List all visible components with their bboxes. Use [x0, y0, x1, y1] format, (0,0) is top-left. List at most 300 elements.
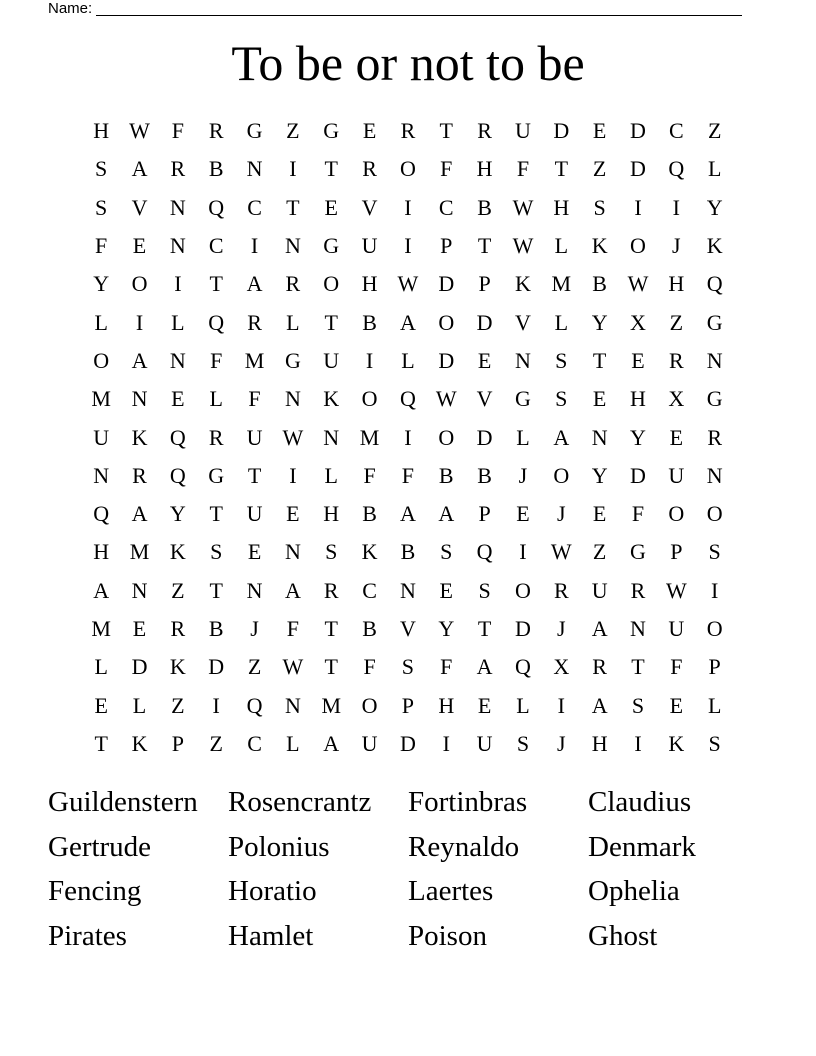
grid-letter: G — [706, 386, 723, 412]
grid-letter: E — [631, 347, 645, 373]
grid-letter: N — [399, 577, 416, 603]
grid-letter: G — [706, 309, 723, 335]
grid-letter: Y — [438, 616, 455, 641]
grid-letter: P — [401, 692, 415, 718]
grid-letter: L — [171, 309, 185, 335]
grid-letter: Q — [668, 156, 685, 182]
grid-letter: R — [668, 347, 684, 373]
grid-letter: I — [672, 194, 680, 220]
grid-letter: S — [401, 654, 415, 680]
grid-letter: J — [672, 233, 681, 259]
grid-letter: E — [94, 692, 108, 718]
grid-letter: V — [361, 194, 378, 220]
grid-letter: D — [476, 424, 493, 450]
grid-row — [82, 572, 734, 610]
grid-letter: F — [401, 462, 415, 488]
grid-letter: C — [208, 233, 224, 259]
grid-letter: Z — [171, 692, 185, 718]
grid-letter: G — [284, 347, 301, 373]
grid-letter: J — [557, 730, 566, 756]
grid-letter: N — [706, 347, 723, 373]
grid-letter: P — [440, 233, 453, 259]
grid-letter: O — [361, 386, 378, 412]
grid-letter: C — [362, 577, 377, 603]
word-list-item: Denmark — [588, 830, 696, 863]
word-list-item: Ophelia — [588, 875, 680, 907]
grid-letter: F — [670, 654, 683, 680]
grid-letter: T — [631, 654, 645, 680]
grid-letter: N — [169, 233, 186, 259]
grid-letter: X — [668, 386, 685, 412]
grid-letter: E — [477, 692, 492, 718]
grid-letter: T — [477, 233, 492, 259]
grid-letter: Q — [476, 539, 493, 565]
grid-letter: L — [286, 730, 300, 756]
grid-letter: O — [515, 577, 531, 603]
grid-letter: O — [706, 616, 723, 641]
grid-letter: W — [665, 577, 687, 603]
grid-letter: B — [400, 539, 416, 565]
grid-letter: M — [359, 424, 380, 450]
grid-letter: I — [365, 347, 374, 373]
grid-letter: Y — [706, 194, 723, 220]
word-list-item: Fortinbras — [408, 786, 528, 818]
grid-letter: B — [362, 501, 377, 527]
grid-letter: S — [95, 194, 108, 220]
grid-letter: A — [399, 309, 416, 335]
word-list-item: Polonius — [228, 830, 330, 863]
grid-letter: Y — [591, 309, 608, 335]
grid-letter: L — [707, 156, 722, 182]
grid-letter: I — [135, 309, 144, 335]
grid-letter: I — [212, 692, 220, 718]
grid-letter: V — [515, 309, 531, 335]
grid-letter: T — [324, 654, 338, 680]
grid-letter: O — [438, 424, 455, 450]
grid-letter: E — [477, 347, 492, 373]
grid-letter: A — [131, 156, 148, 182]
grid-letter: T — [209, 577, 223, 603]
grid-letter: E — [592, 386, 607, 412]
grid-letter: I — [404, 233, 412, 259]
grid-letter: K — [361, 539, 378, 565]
grid-letter: W — [512, 194, 534, 220]
grid-row — [82, 227, 734, 265]
grid-letter: V — [399, 616, 416, 641]
grid-letter: S — [210, 539, 223, 565]
grid-letter: P — [171, 730, 184, 756]
grid-letter: K — [169, 654, 186, 680]
grid-letter: Z — [707, 118, 722, 144]
grid-letter: W — [397, 271, 419, 297]
grid-letter: S — [325, 539, 338, 565]
grid-letter: H — [438, 692, 455, 718]
grid-letter: A — [246, 271, 263, 297]
grid-row — [82, 303, 734, 341]
grid-letter: E — [516, 501, 530, 527]
word-list-item: Rosencrantz — [228, 786, 372, 818]
grid-letter: N — [93, 462, 110, 488]
grid-letter: N — [246, 577, 263, 603]
grid-letter: B — [208, 156, 224, 182]
grid-letter: U — [668, 462, 685, 488]
grid-letter: N — [591, 424, 608, 450]
grid-letter: W — [282, 424, 304, 450]
grid-letter: L — [94, 309, 108, 335]
grid-letter: U — [246, 424, 263, 450]
grid-letter: F — [171, 118, 184, 144]
grid-letter: H — [668, 271, 685, 297]
grid-letter: M — [321, 692, 342, 718]
grid-letter: L — [516, 692, 530, 718]
grid-letter: N — [515, 347, 531, 373]
grid-letter: N — [323, 424, 340, 450]
grid-row — [82, 610, 734, 648]
grid-letter: A — [284, 577, 301, 603]
grid-letter: G — [323, 118, 340, 144]
grid-letter: X — [630, 309, 646, 335]
grid-letter: D — [630, 462, 646, 488]
grid-letter: L — [554, 233, 569, 259]
grid-letter: T — [554, 156, 569, 182]
grid-letter: E — [247, 539, 262, 565]
grid-letter: L — [286, 309, 300, 335]
grid-letter: D — [515, 616, 531, 641]
grid-letter: W — [512, 233, 534, 259]
grid-letter: A — [553, 424, 570, 450]
grid-letter: I — [711, 577, 719, 603]
grid-letter: Z — [592, 156, 607, 182]
letter-grid — [82, 112, 734, 763]
grid-letter: G — [630, 539, 646, 565]
grid-letter: C — [668, 118, 684, 144]
name-field-row — [48, 0, 742, 18]
grid-letter: I — [634, 730, 642, 756]
grid-letter: D — [476, 309, 493, 335]
grid-row — [82, 342, 734, 380]
grid-letter: A — [131, 501, 148, 527]
grid-letter: K — [591, 233, 608, 259]
grid-letter: J — [518, 462, 528, 488]
grid-letter: T — [324, 616, 338, 641]
grid-letter: R — [630, 577, 646, 603]
grid-letter: H — [630, 386, 646, 412]
grid-letter: N — [284, 386, 301, 412]
grid-letter: O — [361, 692, 378, 718]
grid-letter: K — [169, 539, 186, 565]
grid-letter: B — [362, 616, 377, 641]
grid-letter: Q — [208, 309, 225, 335]
grid-letter: Q — [169, 424, 186, 450]
grid-letter: R — [208, 118, 224, 144]
grid-letter: O — [553, 462, 570, 488]
grid-letter: A — [591, 616, 608, 641]
grid-letter: Q — [169, 462, 186, 488]
grid-letter: W — [129, 118, 150, 144]
grid-row — [82, 265, 734, 303]
grid-letter: F — [631, 501, 645, 527]
grid-letter: B — [477, 462, 492, 488]
word-list-item: Guildenstern — [48, 786, 198, 818]
word-list-item: Horatio — [228, 875, 317, 907]
grid-letter: D — [208, 654, 225, 680]
grid-letter: O — [668, 501, 685, 527]
grid-letter: N — [169, 347, 186, 373]
grid-letter: T — [209, 271, 223, 297]
grid-letter: H — [93, 118, 110, 144]
grid-letter: R — [592, 654, 607, 680]
grid-letter: O — [399, 156, 416, 182]
grid-letter: M — [91, 386, 111, 412]
grid-letter: E — [132, 616, 147, 641]
grid-letter: V — [131, 194, 148, 220]
grid-letter: E — [439, 577, 453, 603]
grid-letter: P — [670, 539, 683, 565]
grid-letter: R — [285, 271, 301, 297]
grid-letter: G — [515, 386, 531, 412]
grid-row — [82, 686, 734, 724]
grid-letter: E — [362, 118, 377, 144]
grid-letter: O — [706, 501, 723, 527]
grid-letter: M — [244, 347, 265, 373]
grid-letter: U — [323, 347, 340, 373]
word-list-item: Reynaldo — [408, 830, 520, 863]
grid-letter: H — [476, 156, 493, 182]
grid-letter: I — [174, 271, 182, 297]
grid-letter: L — [132, 692, 147, 718]
grid-letter: W — [627, 271, 649, 297]
grid-letter: S — [478, 577, 491, 603]
grid-letter: P — [478, 271, 491, 297]
grid-letter: F — [516, 156, 530, 182]
grid-letter: R — [323, 577, 339, 603]
grid-row — [82, 648, 734, 686]
grid-letter: N — [169, 194, 186, 220]
grid-letter: E — [132, 233, 147, 259]
grid-letter: K — [706, 233, 723, 259]
grid-letter: K — [668, 730, 685, 756]
grid-letter: D — [630, 118, 646, 144]
grid-row — [82, 533, 734, 571]
grid-letter: B — [592, 271, 607, 297]
grid-row — [82, 380, 734, 418]
grid-letter: Y — [630, 424, 646, 450]
grid-letter: R — [170, 156, 186, 182]
name-line — [96, 0, 742, 16]
grid-letter: Z — [209, 730, 223, 756]
grid-letter: O — [131, 271, 148, 297]
grid-letter: T — [94, 730, 108, 756]
grid-letter: N — [246, 156, 263, 182]
grid-letter: Q — [246, 692, 263, 718]
grid-letter: L — [209, 386, 223, 412]
grid-letter: R — [400, 118, 416, 144]
word-list — [48, 780, 768, 958]
grid-letter: T — [592, 347, 607, 373]
grid-letter: A — [93, 577, 110, 603]
grid-letter: A — [399, 501, 416, 527]
grid-letter: N — [284, 692, 301, 718]
grid-letter: H — [323, 501, 340, 527]
grid-letter: F — [286, 616, 300, 641]
grid-letter: K — [323, 386, 340, 412]
grid-letter: A — [323, 730, 340, 756]
grid-letter: C — [247, 730, 262, 756]
grid-letter: E — [324, 194, 338, 220]
grid-letter: J — [557, 616, 566, 641]
grid-letter: D — [553, 118, 570, 144]
grid-letter: F — [95, 233, 108, 259]
grid-letter: A — [591, 692, 608, 718]
grid-letter: Z — [669, 309, 684, 335]
grid-letter: A — [131, 347, 148, 373]
word-list-item: Laertes — [408, 875, 494, 907]
grid-letter: U — [591, 577, 608, 603]
grid-letter: B — [477, 194, 492, 220]
grid-letter: F — [363, 462, 376, 488]
grid-letter: H — [361, 271, 378, 297]
grid-row — [82, 725, 734, 763]
word-list-item: Gertrude — [48, 830, 152, 863]
grid-letter: O — [630, 233, 646, 259]
grid-letter: T — [247, 462, 262, 488]
grid-letter: U — [476, 730, 493, 756]
grid-letter: J — [250, 616, 259, 641]
grid-letter: T — [324, 309, 338, 335]
grid-letter: D — [131, 654, 148, 680]
grid-letter: I — [289, 156, 297, 182]
grid-letter: Q — [208, 194, 225, 220]
grid-letter: L — [324, 462, 338, 488]
grid-letter: Z — [247, 654, 262, 680]
grid-letter: N — [284, 233, 301, 259]
grid-letter: V — [476, 386, 493, 412]
grid-letter: S — [631, 692, 645, 718]
word-list-item: Claudius — [588, 786, 692, 818]
grid-letter: P — [478, 501, 491, 527]
grid-letter: T — [477, 616, 492, 641]
grid-letter: Z — [592, 539, 607, 565]
grid-letter: E — [171, 386, 185, 412]
grid-letter: S — [95, 156, 108, 182]
grid-letter: S — [555, 347, 568, 373]
grid-letter: H — [553, 194, 570, 220]
grid-letter: R — [362, 156, 377, 182]
grid-letter: E — [286, 501, 300, 527]
grid-letter: L — [707, 692, 722, 718]
grid-letter: E — [669, 692, 684, 718]
grid-letter: H — [93, 539, 110, 565]
grid-row — [82, 457, 734, 495]
grid-row — [82, 150, 734, 188]
grid-letter: S — [555, 386, 568, 412]
grid-letter: Z — [286, 118, 300, 144]
word-list-item: Ghost — [588, 919, 658, 952]
grid-letter: R — [247, 309, 262, 335]
puzzle-title: To be or not to be — [231, 35, 585, 91]
grid-letter: L — [94, 654, 108, 680]
grid-letter: I — [519, 539, 527, 565]
grid-letter: E — [669, 424, 684, 450]
grid-letter: M — [129, 539, 150, 565]
grid-letter: B — [438, 462, 454, 488]
grid-letter: I — [404, 194, 412, 220]
grid-letter: F — [440, 654, 453, 680]
grid-letter: R — [707, 424, 723, 450]
grid-letter: S — [708, 730, 721, 756]
grid-letter: S — [440, 539, 453, 565]
grid-letter: R — [170, 616, 186, 641]
name-label: Name: — [48, 0, 93, 17]
grid-letter: G — [208, 462, 225, 488]
grid-letter: D — [630, 156, 646, 182]
grid-letter: L — [554, 309, 569, 335]
grid-letter: N — [131, 386, 148, 412]
grid-letter: I — [442, 730, 450, 756]
grid-letter: S — [593, 194, 606, 220]
grid-letter: A — [476, 654, 493, 680]
grid-row — [82, 112, 734, 150]
grid-letter: F — [363, 654, 376, 680]
grid-letter: F — [248, 386, 261, 412]
grid-letter: B — [362, 309, 377, 335]
grid-letter: I — [289, 462, 297, 488]
grid-letter: W — [550, 539, 572, 565]
grid-letter: R — [553, 577, 569, 603]
grid-letter: H — [591, 730, 608, 756]
grid-letter: J — [557, 501, 566, 527]
grid-letter: B — [208, 616, 224, 641]
grid-letter: G — [246, 118, 263, 144]
grid-letter: Q — [399, 386, 416, 412]
grid-letter: R — [132, 462, 147, 488]
grid-letter: I — [250, 233, 259, 259]
grid-letter: U — [361, 730, 378, 756]
grid-letter: N — [630, 616, 646, 641]
grid-letter: K — [131, 730, 148, 756]
grid-letter: D — [438, 271, 455, 297]
grid-letter: Y — [93, 271, 110, 297]
grid-letter: F — [210, 347, 223, 373]
grid-letter: L — [516, 424, 530, 450]
grid-letter: M — [551, 271, 572, 297]
grid-letter: K — [131, 424, 148, 450]
grid-letter: S — [708, 539, 721, 565]
grid-letter: K — [515, 271, 531, 297]
grid-letter: Y — [169, 501, 186, 527]
grid-letter: C — [247, 194, 262, 220]
grid-letter: U — [93, 424, 110, 450]
grid-letter: R — [477, 118, 492, 144]
grid-letter: W — [435, 386, 457, 412]
grid-letter: I — [634, 194, 642, 220]
grid-letter: N — [284, 539, 301, 565]
grid-letter: N — [706, 462, 723, 488]
grid-letter: R — [208, 424, 224, 450]
grid-row — [82, 495, 734, 533]
grid-letter: U — [361, 233, 378, 259]
word-list-item: Fencing — [48, 875, 142, 907]
grid-letter: W — [282, 654, 304, 680]
grid-letter: Q — [706, 271, 723, 297]
grid-letter: O — [323, 271, 340, 297]
grid-letter: P — [708, 654, 721, 680]
grid-letter: E — [592, 501, 607, 527]
grid-letter: F — [440, 156, 453, 182]
grid-letter: O — [93, 347, 110, 373]
grid-letter: X — [553, 654, 570, 680]
grid-letter: I — [557, 692, 565, 718]
